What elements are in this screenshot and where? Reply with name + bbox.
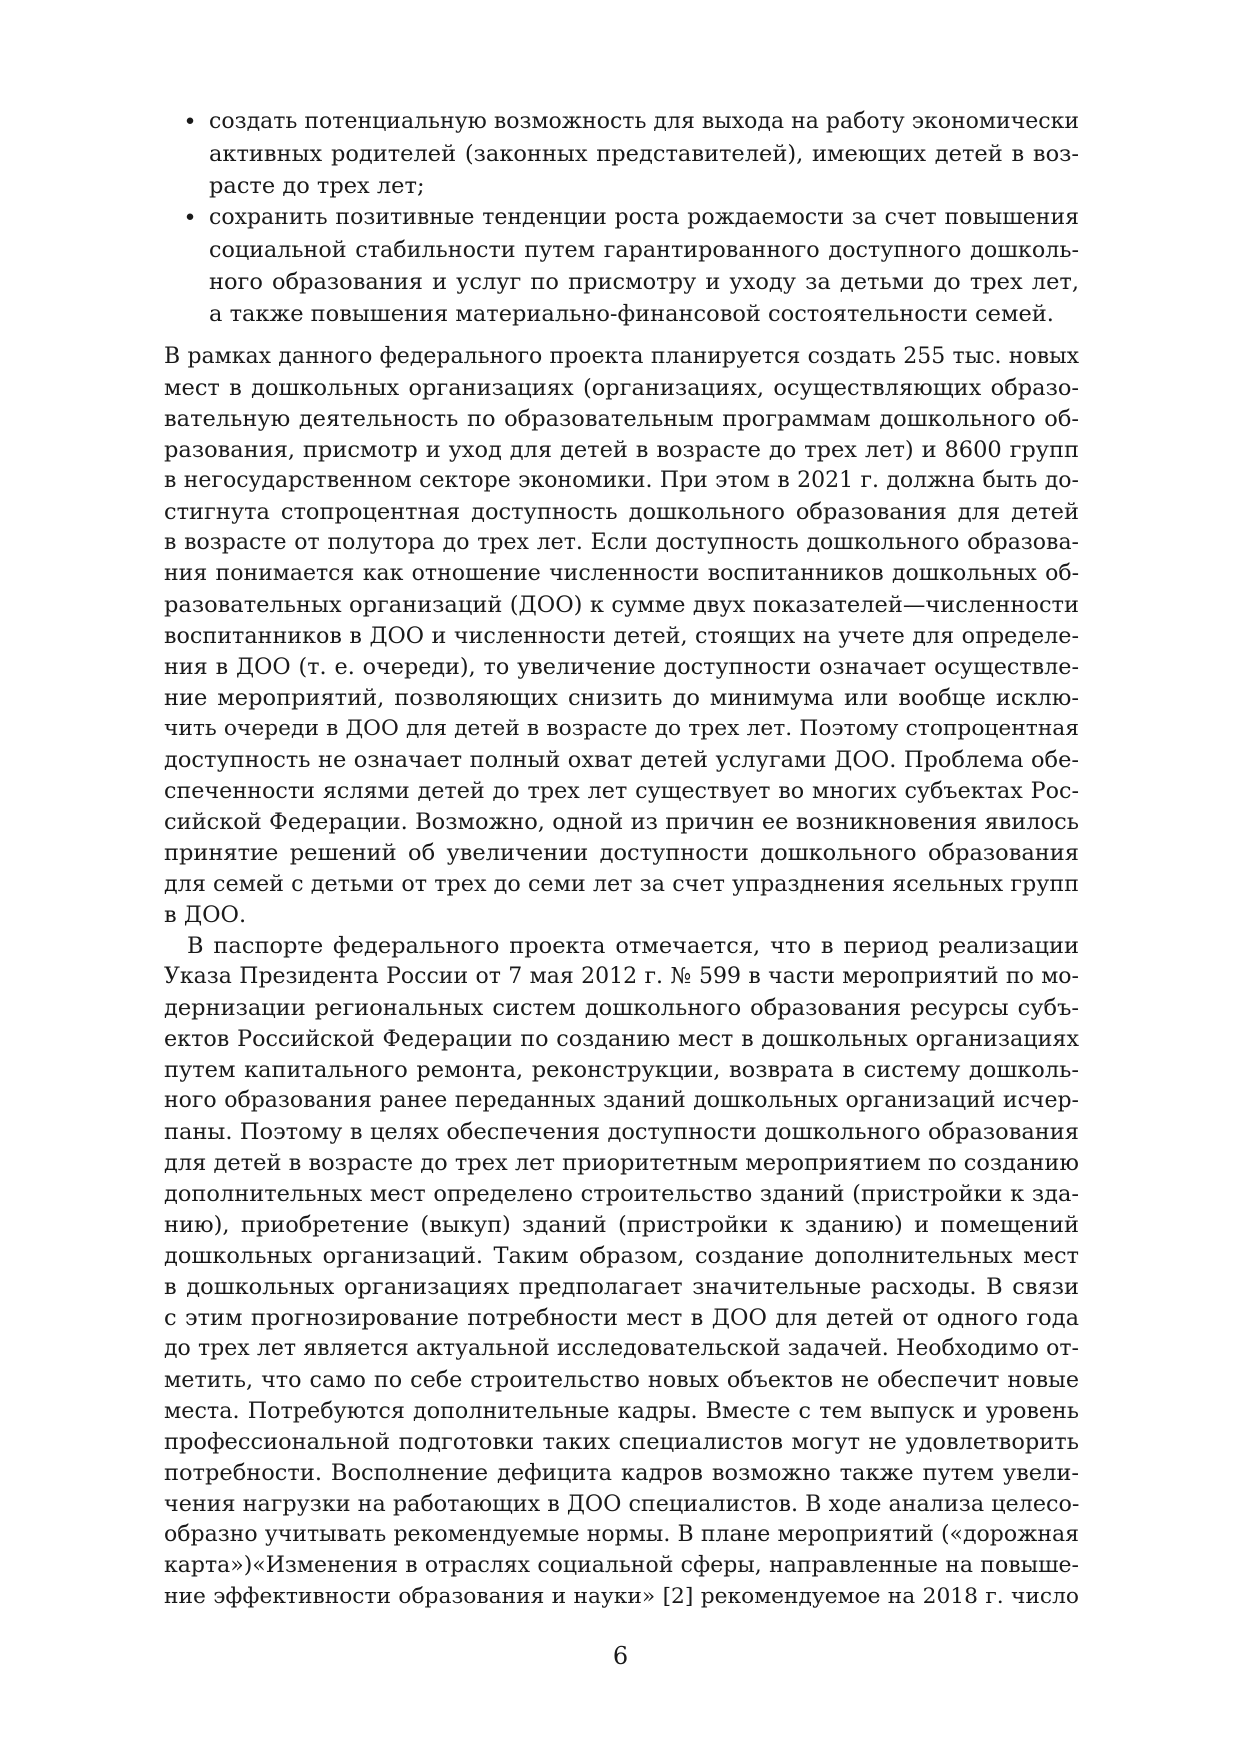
bullet-2-line-3: ного образования и услуг по присмотру и уходу за детьми до трех лет, bbox=[209, 269, 1079, 295]
paragraph-1-line-6: стигнута стопроцентная доступность дошкольного образования для детей bbox=[164, 499, 1079, 525]
paragraph-2-line-16: места. Потребуются дополнительные кадры. Вместе с тем выпуск и уровень bbox=[164, 1398, 1079, 1424]
bullet-2-line-4: а также повышения материально-финансовой состоятельности семей. bbox=[209, 301, 1054, 327]
bullet-1-line-1: создать потенциальную возможность для выхода на работу экономически bbox=[209, 109, 1079, 134]
bullet-2-line-1: сохранить позитивные тенденции роста рождаемости за счет повышения bbox=[209, 205, 1079, 230]
paragraph-2-line-12: в дошкольных организациях предполагает значительные расходы. В связи bbox=[164, 1274, 1079, 1300]
paragraph-1-line-1: В рамках данного федерального проекта планируется создать 255 тыс. новых bbox=[164, 344, 1079, 369]
paragraph-1-line-16: сийской Федерации. Возможно, одной из причин ее возникновения явилось bbox=[164, 809, 1079, 835]
paragraph-2-line-22: ние эффективности образования и науки» [2] рекомендуемое на 2018 г. число bbox=[164, 1584, 1079, 1609]
paragraph-2-line-6: ного образования ранее переданных зданий дошкольных организаций исчер- bbox=[164, 1088, 1079, 1113]
paragraph-1-line-10: воспитанников в ДОО и численности детей, стоящих на учете для определе- bbox=[164, 623, 1079, 649]
paragraph-2-line-8: для детей в возрасте до трех лет приоритетным мероприятием по созданию bbox=[164, 1150, 1079, 1176]
bullet-marker: • bbox=[183, 205, 197, 231]
paragraph-1-line-12: ние мероприятий, позволяющих снизить до минимума или вообще исклю- bbox=[164, 685, 1079, 711]
paragraph-2-line-10: нию), приобретение (выкуп) зданий (пристройки к зданию) и помещений bbox=[164, 1212, 1079, 1238]
paragraph-2-line-14: до трех лет является актуальной исследовательской задачей. Необходимо от- bbox=[164, 1336, 1079, 1361]
paragraph-1-line-5: в негосударственном секторе экономики. При этом в 2021 г. должна быть до- bbox=[164, 468, 1079, 493]
paragraph-2-line-15: метить, что само по себе строительство новых объектов не обеспечит новые bbox=[164, 1367, 1079, 1393]
paragraph-2-line-11: дошкольных организаций. Таким образом, создание дополнительных мест bbox=[164, 1243, 1079, 1269]
paragraph-1-line-19: в ДОО. bbox=[164, 902, 247, 928]
bullet-2-line-2: социальной стабильности путем гарантированного доступного дошколь- bbox=[209, 237, 1079, 263]
paragraph-2-line-2: Указа Президента России от 7 мая 2012 г. № 599 в части мероприятий по мо- bbox=[164, 964, 1079, 989]
bullet-marker: • bbox=[183, 109, 197, 135]
paragraph-1-line-15: спеченности яслями детей до трех лет существует во многих субъектах Рос- bbox=[164, 778, 1079, 804]
bullet-1-line-2: активных родителей (законных представителей), имеющих детей в воз- bbox=[209, 141, 1079, 167]
paragraph-2-line-1: В паспорте федерального проекта отмечается, что в период реализации bbox=[187, 933, 1079, 959]
paragraph-1-line-14: доступность не означает полный охват детей услугами ДОО. Проблема обе- bbox=[164, 747, 1079, 773]
paragraph-1-line-7: в возрасте от полутора до трех лет. Если доступность дошкольного образова- bbox=[164, 530, 1079, 555]
paragraph-2-line-18: потребности. Восполнение дефицита кадров возможно также путем увели- bbox=[164, 1460, 1079, 1486]
paragraph-2-line-19: чения нагрузки на работающих в ДОО специалистов. В ходе анализа целесо- bbox=[164, 1491, 1080, 1517]
paragraph-2-line-21: карта»)«Изменения в отраслях социальной сферы, направленные на повыше- bbox=[164, 1553, 1079, 1578]
paragraph-1-line-9: разовательных организаций (ДОО) к сумме двух показателей—численности bbox=[164, 592, 1079, 618]
paragraph-1-line-8: ния понимается как отношение численности воспитанников дошкольных об- bbox=[164, 561, 1079, 586]
paragraph-1-line-13: чить очереди в ДОО для детей в возрасте до трех лет. Поэтому стопроцентная bbox=[164, 716, 1079, 741]
paragraph-2-line-9: дополнительных мест определено строительство зданий (пристройки к зда- bbox=[164, 1181, 1079, 1207]
paragraph-2-line-13: с этим прогнозирование потребности мест в ДОО для детей от одного года bbox=[164, 1305, 1079, 1331]
page-number: 6 bbox=[612, 1642, 629, 1670]
paragraph-2-line-4: ектов Российской Федерации по созданию мест в дошкольных организациях bbox=[164, 1026, 1079, 1052]
paragraph-1-line-18: для семей с детьми от трех до семи лет за счет упразднения ясельных групп bbox=[164, 871, 1079, 897]
paragraph-2-line-17: профессиональной подготовки таких специалистов могут не удовлетворить bbox=[164, 1429, 1079, 1455]
paragraph-2-line-7: паны. Поэтому в целях обеспечения доступности дошкольного образования bbox=[164, 1119, 1079, 1145]
paragraph-1-line-11: ния в ДОО (т. е. очереди), то увеличение доступности означает осуществле- bbox=[164, 654, 1079, 680]
bullet-1-line-3: расте до трех лет; bbox=[209, 173, 425, 199]
paragraph-1-line-3: вательную деятельность по образовательным программам дошкольного об- bbox=[164, 406, 1079, 432]
paragraph-2-line-3: дернизации региональных систем дошкольного образования ресурсы субъ- bbox=[164, 995, 1079, 1021]
paragraph-2-line-5: путем капитального ремонта, реконструкции, возврата в систему дошколь- bbox=[164, 1057, 1079, 1083]
paragraph-1-line-2: мест в дошкольных организациях (организациях, осуществляющих образо- bbox=[164, 375, 1079, 401]
paragraph-1-line-4: разования, присмотр и уход для детей в возрасте до трех лет) и 8600 групп bbox=[164, 437, 1079, 463]
paragraph-1-line-17: принятие решений об увеличении доступности дошкольного образования bbox=[164, 840, 1079, 866]
paragraph-2-line-20: образно учитывать рекомендуемые нормы. В плане мероприятий («дорожная bbox=[164, 1522, 1079, 1547]
